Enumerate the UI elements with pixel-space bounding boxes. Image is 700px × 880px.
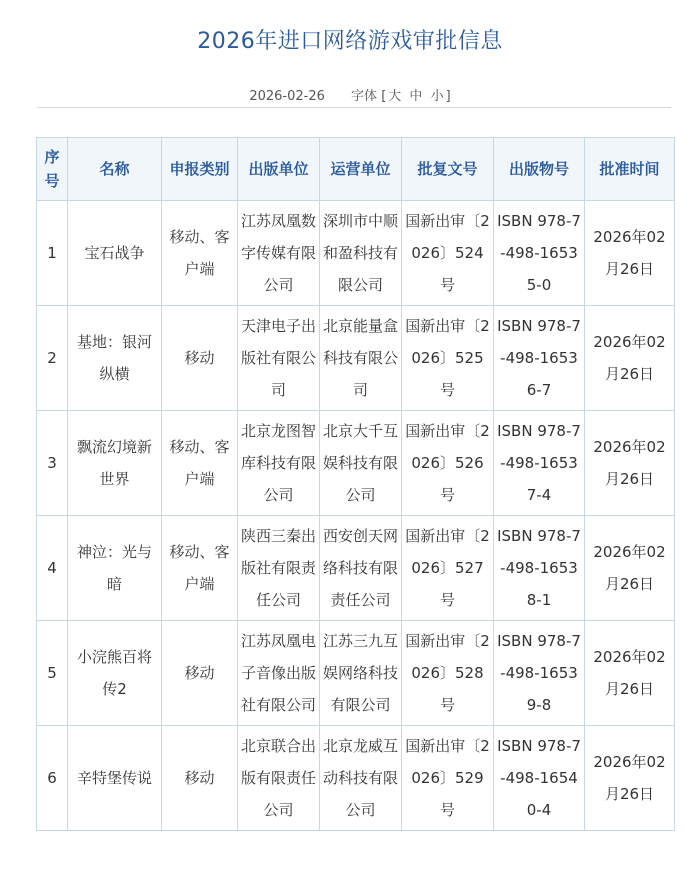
table-row [37, 621, 675, 726]
cell-approval-doc: 国新出审〔2026〕524号 [402, 201, 494, 306]
cell-index: 6 [37, 726, 68, 831]
font-size-small-button[interactable]: 小 [430, 89, 444, 104]
approval-table [36, 137, 675, 831]
cell-publisher: 北京联合出版有限责任公司 [238, 726, 320, 831]
cell-isbn: ISBN 978-7-498-16539-8 [494, 621, 585, 726]
cell-approval-doc: 国新出审〔2026〕528号 [402, 621, 494, 726]
cell-approval-doc: 国新出审〔2026〕527号 [402, 516, 494, 621]
font-size-bracket-open: [ [381, 89, 387, 104]
table-row [37, 516, 675, 621]
cell-isbn: ISBN 978-7-498-16536-7 [494, 306, 585, 411]
header-operator: 运营单位 [320, 138, 402, 201]
cell-approval-date: 2026年02月26日 [585, 726, 675, 831]
article-meta [0, 85, 700, 104]
cell-index: 5 [37, 621, 68, 726]
cell-operator: 北京大千互娱科技有限公司 [320, 411, 402, 516]
font-size-bracket-close: ] [445, 89, 451, 104]
cell-index: 3 [37, 411, 68, 516]
table-row [37, 411, 675, 516]
cell-approval-doc: 国新出审〔2026〕525号 [402, 306, 494, 411]
font-size-medium-button[interactable]: 中 [409, 89, 423, 104]
cell-publisher: 天津电子出版社有限公司 [238, 306, 320, 411]
cell-name: 神泣：光与暗 [68, 516, 162, 621]
cell-index: 4 [37, 516, 68, 621]
header-type: 申报类别 [162, 138, 238, 201]
cell-type: 移动 [162, 726, 238, 831]
cell-name: 小浣熊百将传2 [68, 621, 162, 726]
cell-approval-doc: 国新出审〔2026〕529号 [402, 726, 494, 831]
cell-approval-date: 2026年02月26日 [585, 411, 675, 516]
cell-type: 移动、客户端 [162, 516, 238, 621]
cell-isbn: ISBN 978-7-498-16535-0 [494, 201, 585, 306]
cell-isbn: ISBN 978-7-498-16540-4 [494, 726, 585, 831]
cell-operator: 北京龙威互动科技有限公司 [320, 726, 402, 831]
cell-operator: 北京能量盒科技有限公司 [320, 306, 402, 411]
table-header-row [37, 138, 675, 201]
cell-type: 移动、客户端 [162, 201, 238, 306]
cell-operator: 西安创天网络科技有限责任公司 [320, 516, 402, 621]
table-row [37, 306, 675, 411]
cell-name: 飘流幻境新世界 [68, 411, 162, 516]
header-approval-date: 批准时间 [585, 138, 675, 201]
header-isbn: 出版物号 [494, 138, 585, 201]
cell-approval-date: 2026年02月26日 [585, 621, 675, 726]
header-index: 序号 [37, 138, 68, 201]
font-size-label: 字体 [351, 89, 378, 104]
cell-approval-doc: 国新出审〔2026〕526号 [402, 411, 494, 516]
cell-type: 移动、客户端 [162, 411, 238, 516]
cell-name: 基地：银河纵横 [68, 306, 162, 411]
cell-operator: 深圳市中顺和盈科技有限公司 [320, 201, 402, 306]
font-size-large-button[interactable]: 大 [388, 89, 402, 104]
cell-operator: 江苏三九互娱网络科技有限公司 [320, 621, 402, 726]
cell-type: 移动 [162, 621, 238, 726]
cell-name: 辛特堡传说 [68, 726, 162, 831]
header-approval-doc: 批复文号 [402, 138, 494, 201]
cell-index: 2 [37, 306, 68, 411]
cell-approval-date: 2026年02月26日 [585, 306, 675, 411]
cell-type: 移动 [162, 306, 238, 411]
divider [37, 107, 671, 108]
header-name: 名称 [68, 138, 162, 201]
cell-approval-date: 2026年02月26日 [585, 201, 675, 306]
header-publisher: 出版单位 [238, 138, 320, 201]
cell-publisher: 北京龙图智库科技有限公司 [238, 411, 320, 516]
table-row [37, 726, 675, 831]
publish-date: 2026-02-26 [249, 89, 325, 104]
cell-approval-date: 2026年02月26日 [585, 516, 675, 621]
cell-index: 1 [37, 201, 68, 306]
cell-publisher: 陕西三秦出版社有限责任公司 [238, 516, 320, 621]
page-title: 2026年进口网络游戏审批信息 [197, 29, 503, 54]
cell-name: 宝石战争 [68, 201, 162, 306]
table-row [37, 201, 675, 306]
cell-isbn: ISBN 978-7-498-16537-4 [494, 411, 585, 516]
cell-publisher: 江苏凤凰数字传媒有限公司 [238, 201, 320, 306]
cell-publisher: 江苏凤凰电子音像出版社有限公司 [238, 621, 320, 726]
cell-isbn: ISBN 978-7-498-16538-1 [494, 516, 585, 621]
